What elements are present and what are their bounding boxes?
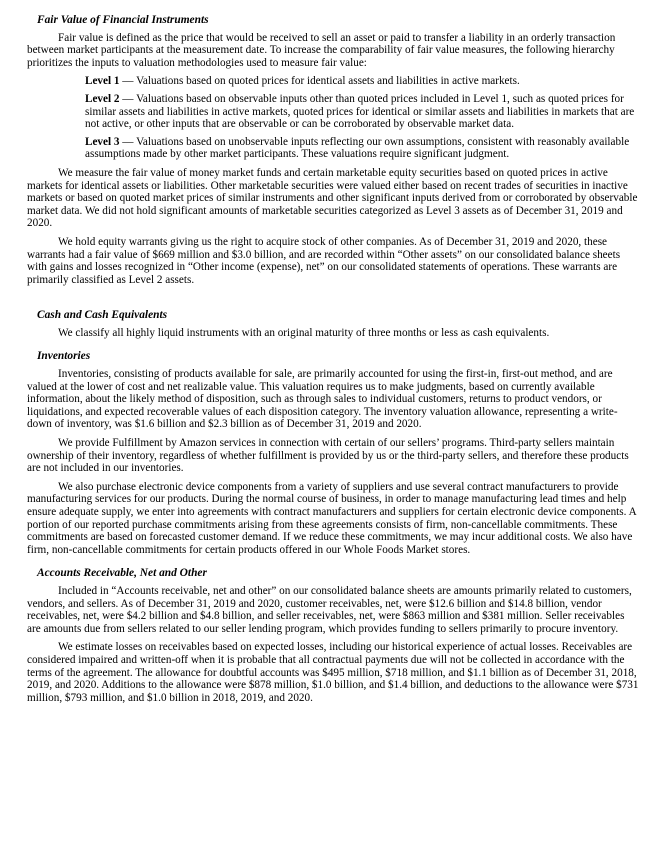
level-dash: —: [119, 92, 137, 105]
level-text: Valuations based on quoted prices for identical assets and liabilities in active markets.: [136, 75, 520, 88]
paragraph: We estimate losses on receivables based on expected losses, including our historical experience of actual losses. Receivables are considered impaired and written-off when it is probable that all contractual payments due will not be collected in accordance with the terms of the agreement. The allowance for doubtful accounts was $495 million, $718 million, and $1.1 billion as of December 31, 2018, 2019, and 2020. Additions to the allowance were $878 million, $1.0 billion, and $1.4 billion, and deductions to the allowance were $731 million, $793 million, and $1.0 billion in 2018, 2019, and 2020.: [27, 641, 639, 704]
section-inventories: [27, 350, 640, 556]
paragraph: We hold equity warrants giving us the right to acquire stock of other companies. As of December 31, 2019 and 2020, these warrants had a fair value of $669 million and $3.0 billion, and are recorded within “Other assets” on our consolidated balance sheets with gains and losses recognized in “Other income (expense), net” on our consolidated statements of operations. These warrants are primarily classified as Level 2 assets.: [27, 235, 621, 286]
section-fair-value: [27, 14, 640, 286]
section-spacer: [27, 297, 640, 309]
hierarchy-level-2: [85, 93, 640, 131]
hierarchy-level-1: [85, 75, 640, 88]
section-receivables: [27, 567, 640, 704]
hierarchy-level-3: [85, 136, 640, 161]
paragraph: We provide Fulfillment by Amazon services in connection with certain of our sellers’ programs. Third-party sellers maintain ownership of their inventory, regardless of whether fulfillment is provided by us or the third-party sellers, and therefore these products are not included in our inventories.: [27, 437, 629, 475]
level-text: Valuations based on unobservable inputs reflecting our own assumptions, consistent with reasonably available assumptions made by other market participants. These valuations require significant judgment.: [85, 135, 630, 161]
paragraph: We classify all highly liquid instruments with an original maturity of three months or less as cash equivalents.: [58, 326, 550, 339]
paragraph: Inventories, consisting of products available for sale, are primarily accounted for using the first-in, first-out method, and are valued at the lower of cost and net realizable value. This valuation requires us to make judgments, based on currently available information, about the likely method of disposition, such as through sales to individual customers, returns to product vendors, or liquidations, and expected recoverable values of each disposition category. The inventory valuation allowance, representing a write-down of inventory, was $1.6 billion and $2.3 billion as of December 31, 2019 and 2020.: [27, 368, 618, 431]
section-heading: Cash and Cash Equivalents: [37, 309, 168, 322]
level-label: Level 3: [85, 135, 120, 148]
paragraph: We also purchase electronic device components from a variety of suppliers and use several contract manufacturers to provide manufacturing services for our products. During the normal course of business, in order to manage manufacturing lead times and help ensure adequate supply, we enter into agreements with contract manufacturers and suppliers for certain electronic device components. A portion of our reported purchase commitments arising from these agreements consists of firm, non-cancellable commitments. These commitments are based on forecasted customer demand. If we reduce these commitments, we may incur additional costs. We also have firm, non-cancellable commitments for certain products offered in our Whole Foods Market stores.: [27, 480, 637, 556]
paragraph: We measure the fair value of money market funds and certain marketable equity securities based on quoted prices in active markets for identical assets or liabilities. Other marketable securities were valued either based on recent trades of securities in inactive markets or based on quoted market prices of similar instruments and other significant inputs derived from or corroborated by observable market data. We did not hold significant amounts of marketable securities categorized as Level 3 assets as of December 31, 2019 and 2020.: [27, 166, 638, 230]
level-label: Level 2: [85, 92, 120, 105]
section-heading: Fair Value of Financial Instruments: [37, 14, 209, 26]
level-dash: —: [119, 135, 137, 148]
level-dash: —: [119, 75, 137, 88]
section-heading: Inventories: [37, 350, 91, 363]
section-heading: Accounts Receivable, Net and Other: [37, 567, 207, 580]
paragraph: Included in “Accounts receivable, net and other” on our consolidated balance sheets are amounts primarily related to customers, vendors, and sellers. As of December 31, 2019 and 2020, customer receivables, net, were $12.6 billion and $14.8 billion, vendor receivables, net, were $4.2 billion and $4.8 billion, and seller receivables, net, were $863 million and $381 million. Seller receivables are amounts due from sellers related to our seller lending program, which provides funding to sellers primarily to procure inventory.: [27, 584, 632, 635]
paragraph: Fair value is defined as the price that would be received to sell an asset or paid to transfer a liability in an orderly transaction between market participants at the measurement date. To increase the comparability of fair value measures, the following hierarchy prioritizes the inputs to valuation methodologies used to measure fair value:: [27, 31, 616, 69]
section-cash: [27, 309, 640, 339]
level-text: Valuations based on observable inputs other than quoted prices included in Level 1, such as quoted prices for similar assets and liabilities in active markets, quoted prices for identical or similar assets and liabilities in markets that are not active, or other inputs that are observable or can be corroborated by observable market data.: [85, 92, 635, 131]
fair-value-hierarchy-list: [85, 75, 640, 161]
level-label: Level 1: [85, 75, 120, 88]
